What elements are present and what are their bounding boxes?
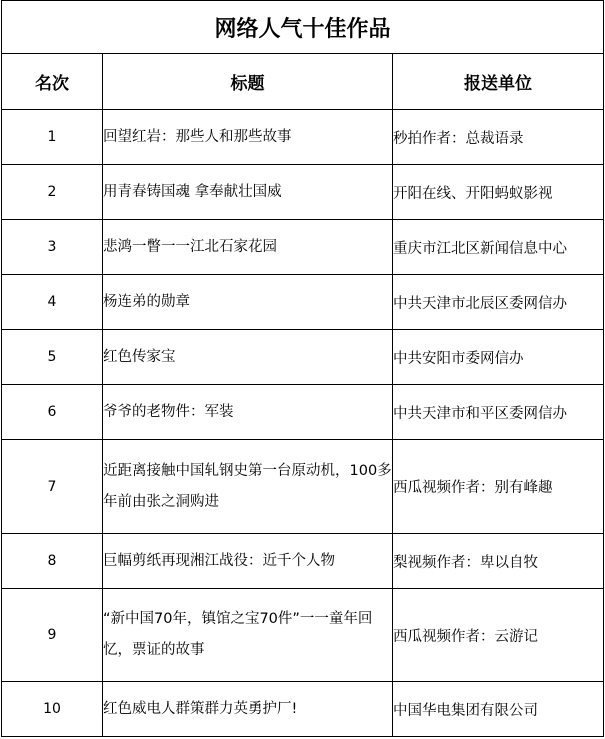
table-row (2, 589, 604, 682)
title-cell: 红色传家宝 (103, 330, 393, 385)
title-cell: 红色威电人群策群力英勇护厂! (103, 682, 393, 737)
title-cell: 爷爷的老物件：军装 (103, 385, 393, 440)
table-title: 网络人气十佳作品 (2, 1, 604, 54)
header-row (2, 54, 604, 110)
table-row (2, 330, 604, 385)
title-cell: 近距离接触中国轧钢史第一台原动机，100多年前由张之洞购进 (103, 440, 393, 534)
rank-cell: 3 (2, 220, 103, 275)
rank-cell: 5 (2, 330, 103, 385)
title-cell: 巨幅剪纸再现湘江战役：近千个人物 (103, 534, 393, 589)
unit-cell: 中国华电集团有限公司 (393, 682, 604, 737)
rank-cell: 8 (2, 534, 103, 589)
unit-cell: 中共天津市北辰区委网信办 (393, 275, 604, 330)
unit-cell: 秒拍作者：总裁语录 (393, 110, 604, 165)
rank-cell: 7 (2, 440, 103, 534)
title-cell: 悲鸿一瞥一一江北石家花园 (103, 220, 393, 275)
table-row (2, 110, 604, 165)
table-row (2, 275, 604, 330)
rank-cell: 6 (2, 385, 103, 440)
header-rank: 名次 (2, 54, 103, 110)
unit-cell: 中共安阳市委网信办 (393, 330, 604, 385)
rank-cell: 2 (2, 165, 103, 220)
title-cell: “新中国70年，镇馆之宝70件”一一童年回忆，票证的故事 (103, 589, 393, 682)
table-row (2, 440, 604, 534)
header-unit: 报送单位 (393, 54, 604, 110)
unit-cell: 西瓜视频作者：别有峰趣 (393, 440, 604, 534)
table-row (2, 165, 604, 220)
table-row (2, 534, 604, 589)
awards-table (1, 0, 604, 737)
title-cell: 杨连弟的勋章 (103, 275, 393, 330)
unit-cell: 梨视频作者：卑以自牧 (393, 534, 604, 589)
rank-cell: 9 (2, 589, 103, 682)
table-row (2, 220, 604, 275)
rank-cell: 4 (2, 275, 103, 330)
table-row (2, 385, 604, 440)
unit-cell: 重庆市江北区新闻信息中心 (393, 220, 604, 275)
title-cell: 用青春铸国魂 拿奉献壮国威 (103, 165, 393, 220)
table-row (2, 682, 604, 737)
rank-cell: 10 (2, 682, 103, 737)
header-title: 标题 (103, 54, 393, 110)
rank-cell: 1 (2, 110, 103, 165)
unit-cell: 西瓜视频作者：云游记 (393, 589, 604, 682)
title-cell: 回望红岩：那些人和那些故事 (103, 110, 393, 165)
unit-cell: 开阳在线、开阳蚂蚁影视 (393, 165, 604, 220)
unit-cell: 中共天津市和平区委网信办 (393, 385, 604, 440)
